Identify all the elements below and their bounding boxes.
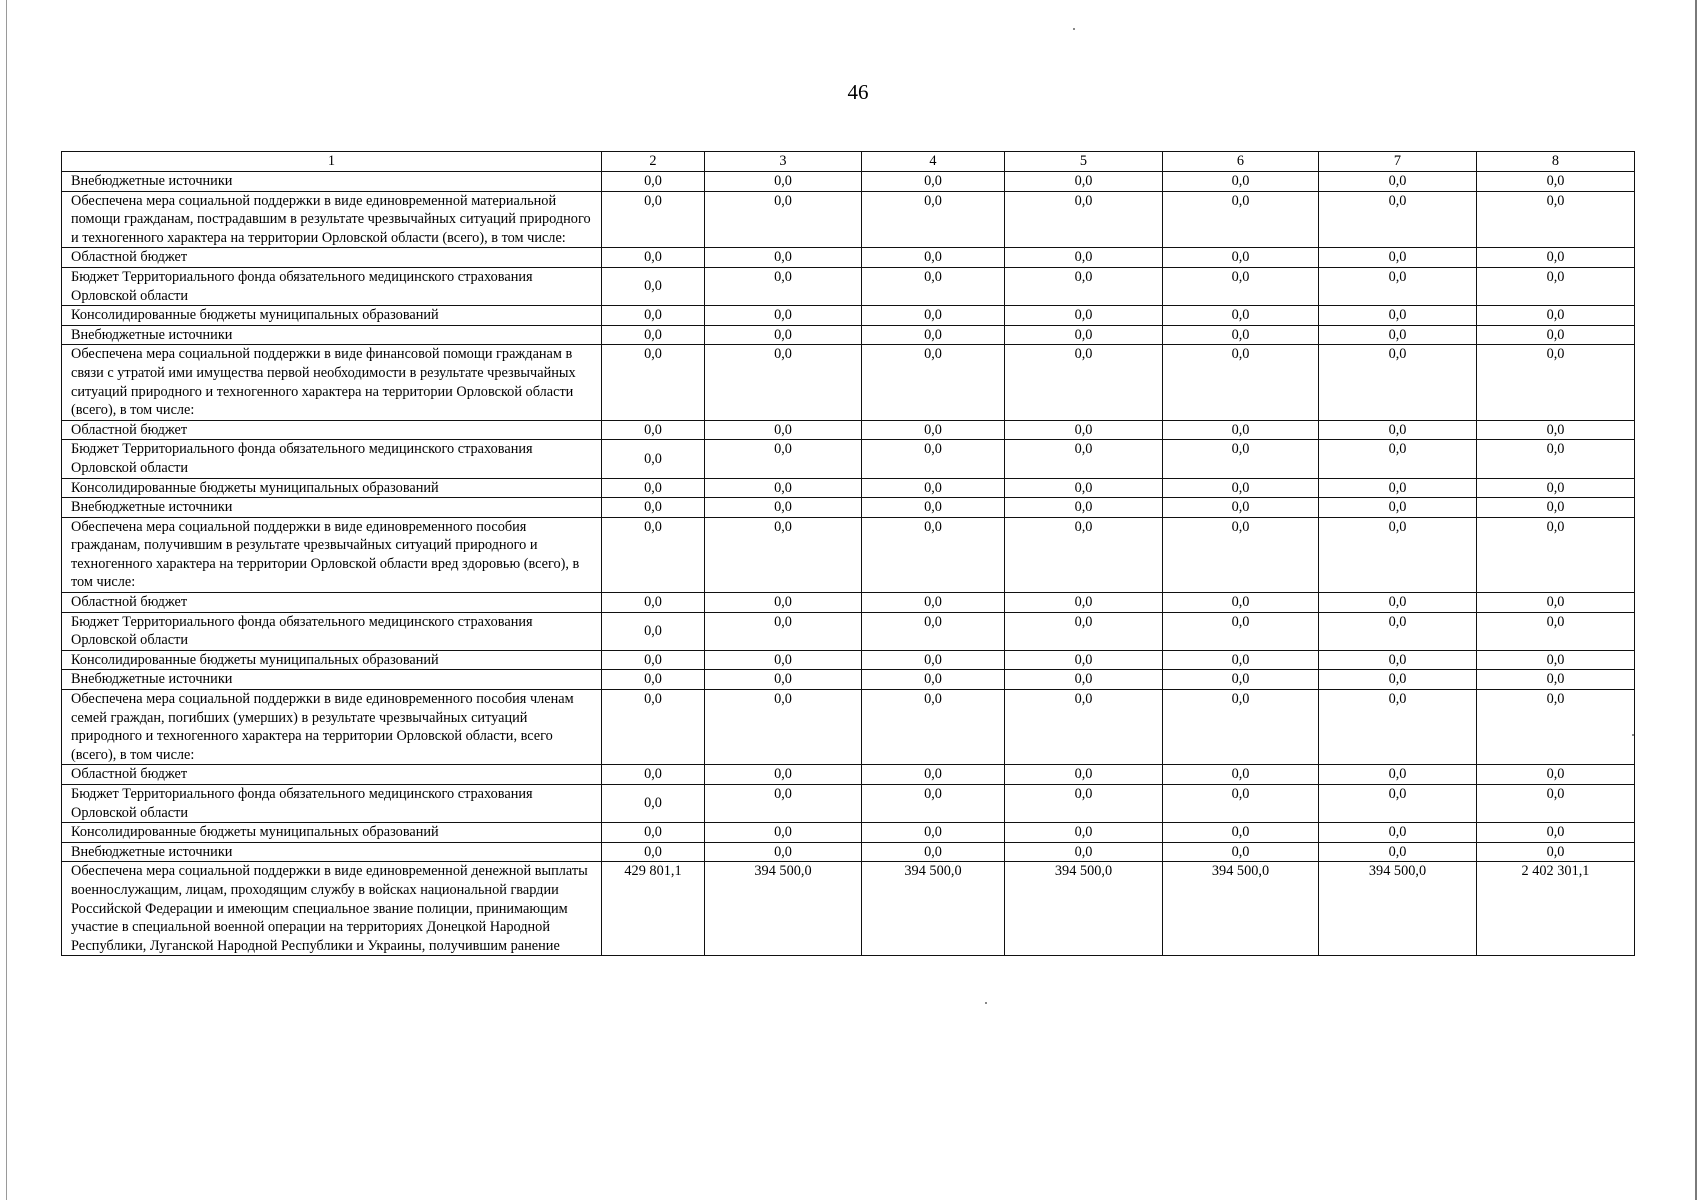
value-cell: 2 402 301,1: [1477, 862, 1635, 956]
value-cell: 0,0: [705, 498, 862, 518]
value-cell: 0,0: [1319, 498, 1477, 518]
row-label: Обеспечена мера социальной поддержки в виде финансовой помощи гражданам в связи с утратой ими имущества первой необходимости в результате чрезвычайных ситуаций природного и техногенного характера на территории Орловской области (всего), в том числе:: [62, 345, 602, 420]
value-cell: 0,0: [862, 498, 1005, 518]
value-cell: 0,0: [862, 842, 1005, 862]
value-cell: 0,0: [1005, 325, 1163, 345]
value-cell: 394 500,0: [1319, 862, 1477, 956]
value-cell: 0,0: [1005, 517, 1163, 592]
table-row: [62, 842, 1635, 862]
row-label: Бюджет Территориального фонда обязательного медицинского страхования Орловской области: [62, 785, 602, 823]
value-cell: 0,0: [1477, 325, 1635, 345]
value-cell: 0,0: [862, 191, 1005, 248]
value-cell: 0,0: [602, 498, 705, 518]
table-row: [62, 498, 1635, 518]
row-label: Внебюджетные источники: [62, 172, 602, 192]
value-cell: 0,0: [1319, 593, 1477, 613]
row-label: Обеспечена мера социальной поддержки в виде единовременной материальной помощи гражданам, пострадавшим в результате чрезвычайных ситуаций природного и техногенного характера на территории Орловской области (всего), в том числе:: [62, 191, 602, 248]
value-cell: 0,0: [1477, 517, 1635, 592]
value-cell: 0,0: [1005, 498, 1163, 518]
value-cell: 0,0: [602, 650, 705, 670]
value-cell: 0,0: [1005, 612, 1163, 650]
row-label: Бюджет Территориального фонда обязательного медицинского страхования Орловской области: [62, 440, 602, 478]
value-cell: 0,0: [1477, 498, 1635, 518]
value-cell: 0,0: [1477, 612, 1635, 650]
value-cell: 0,0: [1477, 420, 1635, 440]
value-cell: 0,0: [1163, 248, 1319, 268]
column-header: 1: [62, 152, 602, 172]
value-cell: 0,0: [602, 670, 705, 690]
value-cell: 0,0: [705, 842, 862, 862]
value-cell: 0,0: [1005, 690, 1163, 765]
table-row: [62, 650, 1635, 670]
value-cell: 0,0: [862, 823, 1005, 843]
value-cell: 0,0: [602, 517, 705, 592]
value-cell: 0,0: [705, 345, 862, 420]
table-row: [62, 670, 1635, 690]
value-cell: 0,0: [1005, 345, 1163, 420]
value-cell: 0,0: [862, 690, 1005, 765]
value-cell: 0,0: [862, 440, 1005, 478]
table-row: [62, 612, 1635, 650]
value-cell: 0,0: [1319, 842, 1477, 862]
value-cell: 0,0: [705, 593, 862, 613]
value-cell: 0,0: [1477, 690, 1635, 765]
value-cell: 0,0: [862, 345, 1005, 420]
value-cell: 0,0: [1005, 248, 1163, 268]
value-cell: 394 500,0: [705, 862, 862, 956]
value-cell: 0,0: [602, 440, 705, 478]
value-cell: 0,0: [862, 306, 1005, 326]
value-cell: 0,0: [1163, 191, 1319, 248]
value-cell: 0,0: [705, 517, 862, 592]
value-cell: 0,0: [1163, 440, 1319, 478]
row-label: Внебюджетные источники: [62, 842, 602, 862]
value-cell: 0,0: [1477, 440, 1635, 478]
value-cell: 429 801,1: [602, 862, 705, 956]
value-cell: 0,0: [1319, 172, 1477, 192]
value-cell: 0,0: [1163, 517, 1319, 592]
value-cell: 0,0: [705, 267, 862, 305]
row-label: Консолидированные бюджеты муниципальных образований: [62, 823, 602, 843]
value-cell: 0,0: [1477, 248, 1635, 268]
value-cell: 0,0: [602, 842, 705, 862]
column-header: 5: [1005, 152, 1163, 172]
column-header: 6: [1163, 152, 1319, 172]
value-cell: 0,0: [602, 785, 705, 823]
table-row: [62, 325, 1635, 345]
table-row: [62, 306, 1635, 326]
value-cell: 0,0: [1319, 325, 1477, 345]
column-header: 4: [862, 152, 1005, 172]
value-cell: 0,0: [1005, 823, 1163, 843]
value-cell: 0,0: [1163, 593, 1319, 613]
row-label: Обеспечена мера социальной поддержки в виде единовременной денежной выплаты военнослужащим, лицам, проходящим службу в войсках национальной гвардии Российской Федерации и имеющим специальное звание полиции, принимающим участие в специальной военной операции на территориях Донецкой Народной Республики, Луганской Народной Республики и Украины, получившим ранение: [62, 862, 602, 956]
value-cell: 394 500,0: [1005, 862, 1163, 956]
value-cell: 0,0: [705, 325, 862, 345]
table-row: [62, 440, 1635, 478]
table-row: [62, 517, 1635, 592]
value-cell: 0,0: [1319, 517, 1477, 592]
value-cell: 0,0: [1477, 306, 1635, 326]
row-label: Обеспечена мера социальной поддержки в виде единовременного пособия членам семей граждан, погибших (умерших) в результате чрезвычайных ситуаций природного и техногенного характера на территории Орловской области, всего (всего), в том числе:: [62, 690, 602, 765]
scan-speck: [985, 1002, 987, 1004]
value-cell: 0,0: [1319, 670, 1477, 690]
value-cell: 0,0: [1477, 593, 1635, 613]
value-cell: 0,0: [705, 306, 862, 326]
value-cell: 0,0: [1005, 842, 1163, 862]
value-cell: 0,0: [1319, 690, 1477, 765]
value-cell: 0,0: [1477, 267, 1635, 305]
value-cell: 0,0: [1163, 420, 1319, 440]
row-label: Консолидированные бюджеты муниципальных образований: [62, 306, 602, 326]
budget-table: [61, 151, 1635, 956]
value-cell: 0,0: [1477, 191, 1635, 248]
value-cell: 0,0: [1163, 690, 1319, 765]
value-cell: 0,0: [602, 306, 705, 326]
value-cell: 0,0: [862, 765, 1005, 785]
value-cell: 0,0: [705, 248, 862, 268]
value-cell: 0,0: [1319, 650, 1477, 670]
table-row: [62, 267, 1635, 305]
value-cell: 0,0: [1477, 172, 1635, 192]
value-cell: 0,0: [862, 650, 1005, 670]
value-cell: 0,0: [602, 612, 705, 650]
value-cell: 0,0: [1477, 842, 1635, 862]
value-cell: 0,0: [602, 248, 705, 268]
value-cell: 0,0: [1005, 440, 1163, 478]
value-cell: 0,0: [1163, 612, 1319, 650]
value-cell: 0,0: [705, 765, 862, 785]
value-cell: 0,0: [1005, 765, 1163, 785]
row-label: Обеспечена мера социальной поддержки в виде единовременного пособия гражданам, получившим в результате чрезвычайных ситуаций природного и техногенного характера на территории Орловской области вред здоровью (всего), в том числе:: [62, 517, 602, 592]
value-cell: 0,0: [705, 670, 862, 690]
table-row: [62, 862, 1635, 956]
value-cell: 0,0: [602, 420, 705, 440]
header-row: [62, 152, 1635, 172]
value-cell: 0,0: [1319, 478, 1477, 498]
value-cell: 0,0: [705, 785, 862, 823]
value-cell: 0,0: [705, 440, 862, 478]
table-row: [62, 478, 1635, 498]
row-label: Областной бюджет: [62, 420, 602, 440]
table-body: [62, 172, 1635, 956]
scan-speck: [1073, 28, 1075, 30]
value-cell: 0,0: [1319, 306, 1477, 326]
value-cell: 0,0: [1319, 345, 1477, 420]
value-cell: 0,0: [862, 670, 1005, 690]
row-label: Областной бюджет: [62, 593, 602, 613]
value-cell: 0,0: [862, 248, 1005, 268]
value-cell: 0,0: [705, 650, 862, 670]
value-cell: 0,0: [1163, 172, 1319, 192]
value-cell: 0,0: [1163, 345, 1319, 420]
value-cell: 0,0: [862, 478, 1005, 498]
value-cell: 0,0: [602, 823, 705, 843]
value-cell: 0,0: [1005, 191, 1163, 248]
value-cell: 0,0: [1163, 842, 1319, 862]
value-cell: 0,0: [602, 325, 705, 345]
value-cell: 0,0: [705, 478, 862, 498]
row-label: Внебюджетные источники: [62, 670, 602, 690]
table-row: [62, 191, 1635, 248]
value-cell: 0,0: [862, 612, 1005, 650]
value-cell: 0,0: [862, 325, 1005, 345]
value-cell: 0,0: [705, 172, 862, 192]
value-cell: 0,0: [705, 690, 862, 765]
row-label: Консолидированные бюджеты муниципальных образований: [62, 650, 602, 670]
value-cell: 0,0: [1163, 670, 1319, 690]
value-cell: 0,0: [705, 823, 862, 843]
value-cell: 0,0: [1319, 612, 1477, 650]
value-cell: 0,0: [1163, 650, 1319, 670]
row-label: Областной бюджет: [62, 765, 602, 785]
row-label: Бюджет Территориального фонда обязательного медицинского страхования Орловской области: [62, 612, 602, 650]
value-cell: 0,0: [1477, 765, 1635, 785]
value-cell: 0,0: [1477, 650, 1635, 670]
value-cell: 0,0: [1477, 670, 1635, 690]
value-cell: 0,0: [602, 765, 705, 785]
value-cell: 0,0: [1319, 248, 1477, 268]
page-number: 46: [847, 80, 869, 104]
value-cell: 0,0: [1163, 498, 1319, 518]
value-cell: 0,0: [862, 267, 1005, 305]
value-cell: 0,0: [602, 690, 705, 765]
scan-speck: [1632, 734, 1634, 736]
page-left-edge: [6, 0, 7, 1200]
column-header: 7: [1319, 152, 1477, 172]
value-cell: 0,0: [1319, 765, 1477, 785]
value-cell: 0,0: [1163, 765, 1319, 785]
value-cell: 0,0: [602, 345, 705, 420]
table-row: [62, 823, 1635, 843]
value-cell: 394 500,0: [862, 862, 1005, 956]
value-cell: 0,0: [1005, 593, 1163, 613]
value-cell: 0,0: [1319, 440, 1477, 478]
value-cell: 0,0: [1163, 823, 1319, 843]
value-cell: 0,0: [862, 593, 1005, 613]
value-cell: 0,0: [602, 267, 705, 305]
value-cell: 0,0: [862, 172, 1005, 192]
value-cell: 0,0: [1319, 191, 1477, 248]
value-cell: 0,0: [705, 420, 862, 440]
value-cell: 0,0: [1163, 325, 1319, 345]
value-cell: 0,0: [1005, 172, 1163, 192]
row-label: Внебюджетные источники: [62, 325, 602, 345]
column-header: 2: [602, 152, 705, 172]
value-cell: 0,0: [862, 420, 1005, 440]
value-cell: 0,0: [1319, 420, 1477, 440]
table-row: [62, 765, 1635, 785]
value-cell: 0,0: [1477, 823, 1635, 843]
row-label: Областной бюджет: [62, 248, 602, 268]
page-right-edge: [1695, 0, 1697, 1200]
value-cell: 0,0: [1319, 785, 1477, 823]
value-cell: 394 500,0: [1163, 862, 1319, 956]
value-cell: 0,0: [1005, 650, 1163, 670]
column-header: 8: [1477, 152, 1635, 172]
value-cell: 0,0: [602, 593, 705, 613]
value-cell: 0,0: [1319, 267, 1477, 305]
value-cell: 0,0: [1477, 478, 1635, 498]
value-cell: 0,0: [602, 172, 705, 192]
table-row: [62, 593, 1635, 613]
value-cell: 0,0: [1477, 785, 1635, 823]
value-cell: 0,0: [602, 191, 705, 248]
value-cell: 0,0: [862, 517, 1005, 592]
row-label: Консолидированные бюджеты муниципальных образований: [62, 478, 602, 498]
value-cell: 0,0: [1005, 267, 1163, 305]
table-row: [62, 172, 1635, 192]
table-row: [62, 248, 1635, 268]
value-cell: 0,0: [1319, 823, 1477, 843]
row-label: Бюджет Территориального фонда обязательного медицинского страхования Орловской области: [62, 267, 602, 305]
column-header: 3: [705, 152, 862, 172]
row-label: Внебюджетные источники: [62, 498, 602, 518]
value-cell: 0,0: [1005, 420, 1163, 440]
value-cell: 0,0: [1477, 345, 1635, 420]
value-cell: 0,0: [602, 478, 705, 498]
table-row: [62, 690, 1635, 765]
value-cell: 0,0: [1005, 306, 1163, 326]
table-row: [62, 420, 1635, 440]
value-cell: 0,0: [1005, 478, 1163, 498]
value-cell: 0,0: [1163, 785, 1319, 823]
value-cell: 0,0: [862, 785, 1005, 823]
value-cell: 0,0: [1163, 267, 1319, 305]
value-cell: 0,0: [1005, 785, 1163, 823]
table-row: [62, 345, 1635, 420]
value-cell: 0,0: [1163, 306, 1319, 326]
value-cell: 0,0: [705, 612, 862, 650]
value-cell: 0,0: [1005, 670, 1163, 690]
value-cell: 0,0: [1163, 478, 1319, 498]
value-cell: 0,0: [705, 191, 862, 248]
table-row: [62, 785, 1635, 823]
